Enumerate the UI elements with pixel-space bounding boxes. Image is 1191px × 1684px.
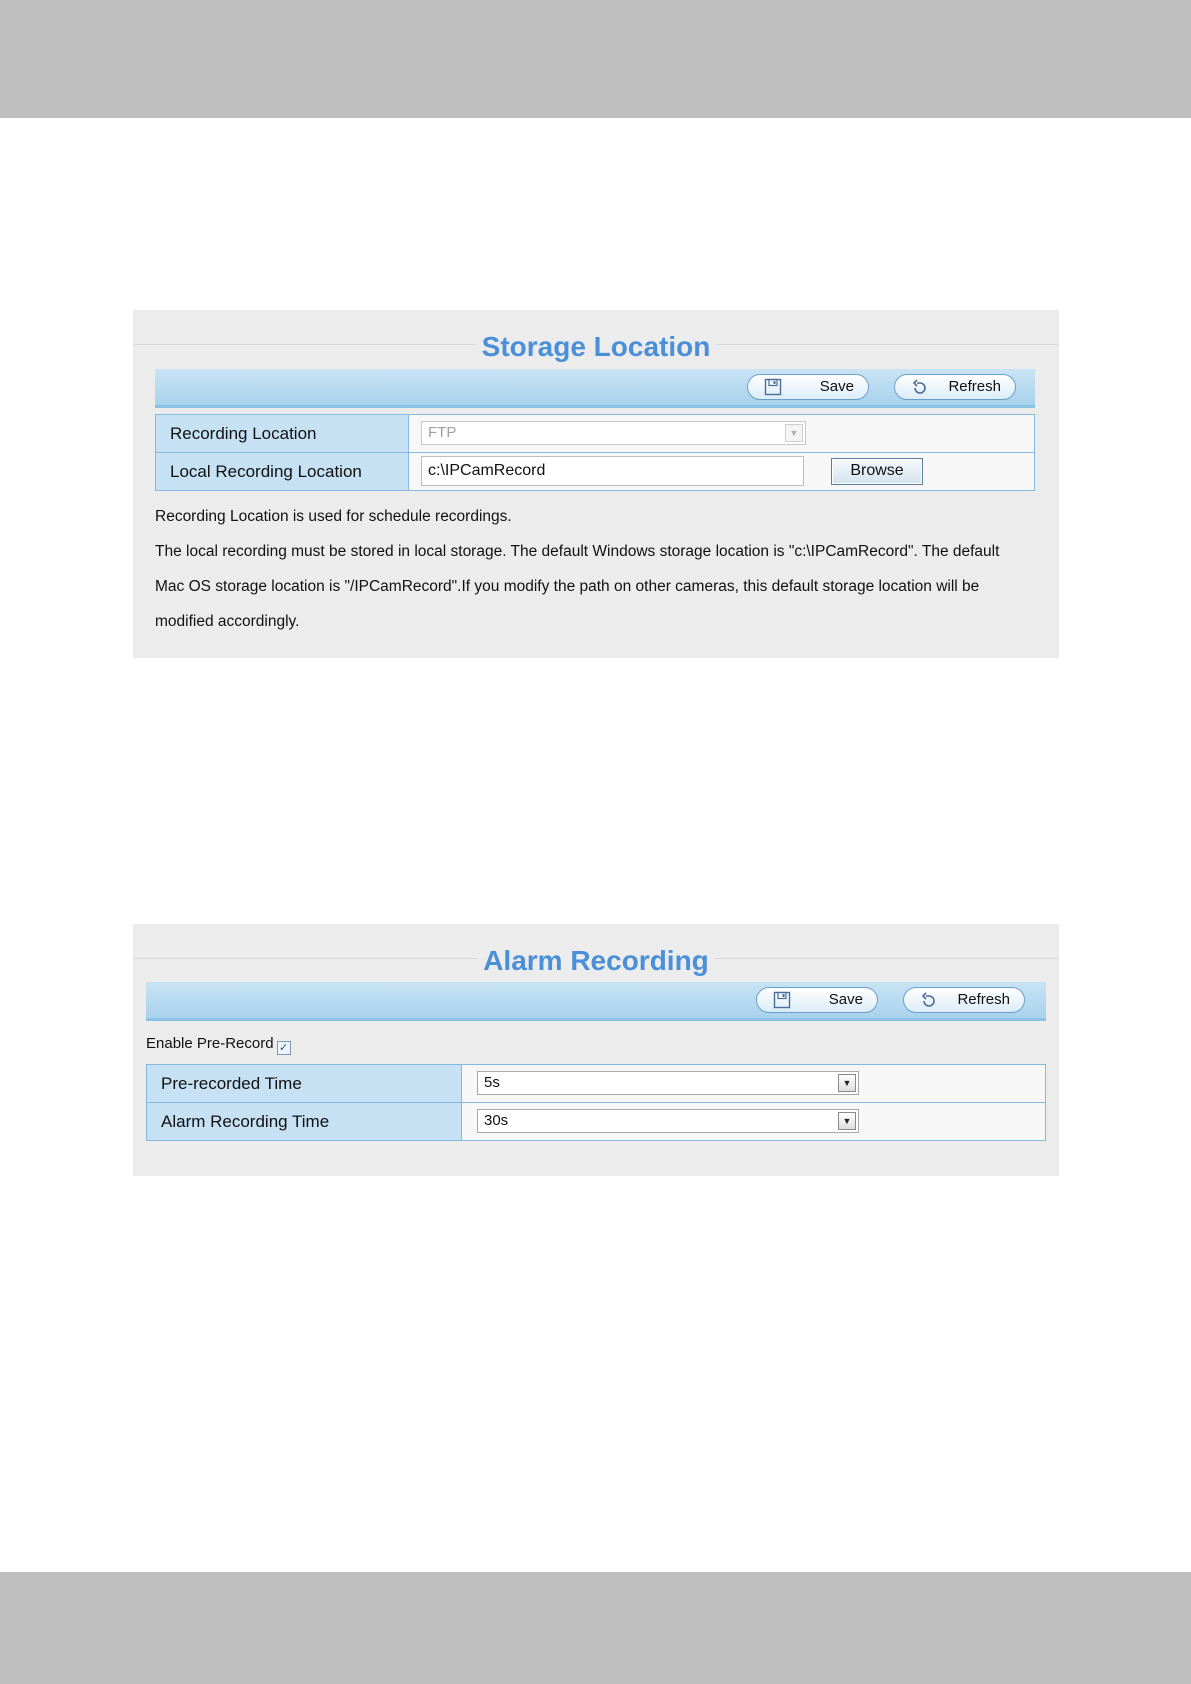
alarm-save-button[interactable]: [756, 987, 878, 1013]
browse-button[interactable]: Browse: [831, 458, 923, 485]
enable-pre-record-checkbox[interactable]: [277, 1041, 291, 1055]
pre-recorded-time-value: 5s: [484, 1074, 500, 1091]
alarm-recording-time-select[interactable]: [477, 1109, 859, 1133]
chevron-down-icon: ▼: [785, 424, 803, 442]
alarm-recording-panel: [133, 924, 1059, 1176]
storage-save-button[interactable]: [747, 374, 869, 400]
alarm-refresh-label: Refresh: [957, 991, 1010, 1008]
storage-note-line-2: The local recording must be stored in local storage. The default Windows storage location is "c:\IPCamRecord". The default: [155, 543, 1000, 560]
recording-location-label: Recording Location: [156, 415, 409, 453]
chevron-down-icon: ▼: [838, 1112, 856, 1130]
table-row: [156, 415, 1035, 453]
alarm-settings-table: [146, 1064, 1046, 1141]
page-footer-band: [0, 1572, 1191, 1684]
enable-pre-record-label: Enable Pre-Record: [146, 1035, 274, 1052]
page-header-band: [0, 0, 1191, 118]
enable-pre-record-row: [146, 1035, 291, 1055]
recording-location-value: FTP: [428, 424, 457, 441]
local-recording-path-input[interactable]: [421, 456, 804, 486]
storage-refresh-label: Refresh: [948, 378, 1001, 395]
local-recording-location-label: Local Recording Location: [156, 453, 409, 491]
table-row: [147, 1065, 1046, 1103]
undo-arrow-icon: [911, 378, 929, 396]
floppy-disk-icon: [764, 378, 782, 396]
undo-arrow-icon: [920, 991, 938, 1009]
recording-location-select[interactable]: [421, 421, 806, 445]
storage-settings-table: [155, 414, 1035, 491]
floppy-disk-icon: [773, 991, 791, 1009]
table-row: [156, 453, 1035, 491]
storage-refresh-button[interactable]: [894, 374, 1016, 400]
storage-save-label: Save: [819, 378, 854, 395]
alarm-refresh-button[interactable]: [903, 987, 1025, 1013]
storage-location-title: Storage Location: [476, 331, 717, 362]
alarm-recording-time-cell: [462, 1103, 1046, 1141]
storage-toolbar: [155, 369, 1035, 408]
storage-note-line-4: modified accordingly.: [155, 613, 300, 630]
local-recording-location-cell: [409, 453, 1035, 491]
pre-recorded-time-label: Pre-recorded Time: [147, 1065, 462, 1103]
alarm-save-label: Save: [828, 991, 863, 1008]
table-row: [147, 1103, 1046, 1141]
chevron-down-icon: ▼: [838, 1074, 856, 1092]
storage-location-panel: [133, 310, 1059, 658]
storage-note-line-3: Mac OS storage location is "/IPCamRecord".If you modify the path on other cameras, this default storage location will be: [155, 578, 980, 595]
storage-note-line-1: Recording Location is used for schedule recordings.: [155, 508, 512, 525]
alarm-toolbar: [146, 982, 1046, 1021]
pre-recorded-time-select[interactable]: [477, 1071, 859, 1095]
local-recording-path-value: c:\IPCamRecord: [428, 462, 546, 479]
alarm-recording-time-label: Alarm Recording Time: [147, 1103, 462, 1141]
recording-location-cell: [409, 415, 1035, 453]
checkmark-icon: ✓: [278, 1042, 289, 1054]
alarm-recording-title: Alarm Recording: [477, 945, 715, 976]
pre-recorded-time-cell: [462, 1065, 1046, 1103]
alarm-recording-time-value: 30s: [484, 1112, 509, 1129]
